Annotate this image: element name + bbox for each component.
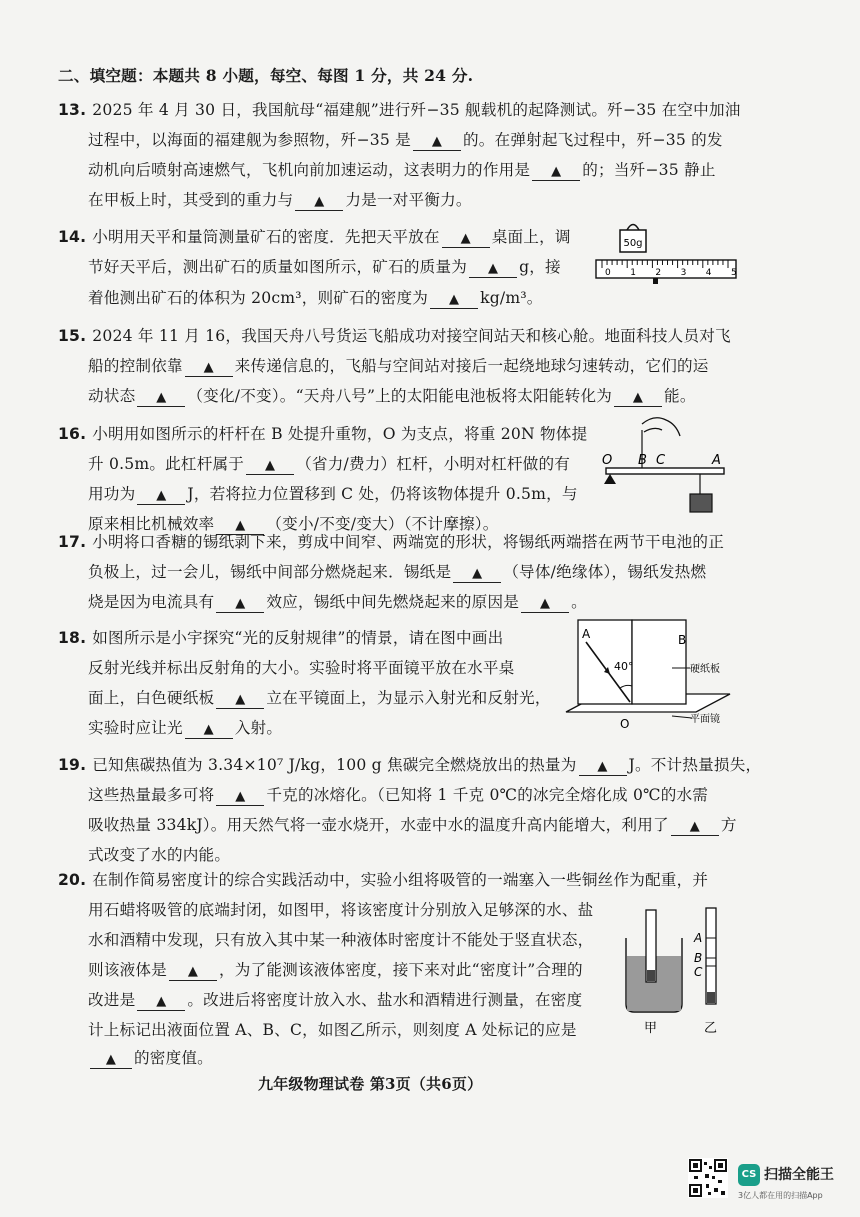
copper-weight	[647, 970, 655, 981]
hand-sketch	[642, 418, 680, 436]
page-footer: 九年级物理试卷 第3页（共6页）	[258, 1075, 483, 1093]
answer-blank[interactable]: ▲	[295, 194, 343, 211]
copper-weight-yi	[707, 992, 715, 1003]
q20-line4: 则该液体是 ▲ ，为了能测该液体密度，接下来对此“密度计”合理的	[88, 961, 583, 979]
q20-line6: 计上标记出液面位置 A、B、C，如图乙所示，则刻度 A 处标记的应是	[88, 1021, 577, 1039]
label-o: O	[620, 717, 630, 731]
answer-blank[interactable]: ▲	[246, 458, 294, 475]
answer-blank[interactable]: ▲	[216, 692, 264, 709]
answer-blank[interactable]: ▲	[442, 231, 490, 248]
answer-blank[interactable]: ▲	[469, 261, 517, 278]
q16-line1: 16. 小明用如图所示的杆杆在 B 处提升重物，O 为支点，将重 20N 物体提	[58, 425, 588, 443]
q20-line7: ▲ 的密度值。	[88, 1048, 213, 1069]
q20-line5: 改进是 ▲ 。改进后将密度计放入水、盐水和酒精进行测量，在密度	[88, 991, 583, 1009]
q15-line1: 15. 2024 年 11 月 16，我国天舟八号货运飞船成功对接空间站天和核心舱。地面科技人员对飞	[58, 327, 731, 345]
q13-number: 13.	[58, 101, 87, 119]
q19-line2: 这些热量最多可将 ▲ 千克的冰熔化。（已知将 1 千克 0℃的冰完全熔化成 0℃的水需	[88, 786, 709, 804]
q13-line2: 过程中，以海面的福建舰为参照物，歼−35 是 ▲ 的。在弹射起飞过程中，歼−35 的发	[88, 131, 723, 149]
answer-blank[interactable]: ▲	[671, 819, 719, 836]
answer-blank[interactable]: ▲	[185, 722, 233, 739]
answer-blank[interactable]: ▲	[521, 596, 569, 613]
q18-line1: 18. 如图所示是小宇探究“光的反射规律”的情景，请在图中画出	[58, 629, 504, 647]
q18-line4: 实验时应让光 ▲ 入射。	[88, 719, 283, 737]
q16-number: 16.	[58, 425, 87, 443]
answer-blank[interactable]: ▲	[216, 789, 264, 806]
scale-tick-label: 4	[705, 268, 712, 278]
answer-blank[interactable]: ▲	[579, 759, 627, 776]
label-yi: 乙	[704, 1021, 718, 1036]
scale-tick-label: 3	[680, 268, 687, 278]
weight-object	[690, 494, 712, 512]
q14-line1: 14. 小明用天平和量筒测量矿石的密度．先把天平放在 ▲ 桌面上，调	[58, 228, 571, 246]
angle-label: 40°	[614, 660, 634, 673]
answer-blank[interactable]: ▲	[216, 518, 264, 535]
q18-line3: 面上，白色硬纸板 ▲ 立在平镜面上，为显示入射光和反射光，	[88, 689, 551, 707]
lever-figure	[600, 410, 732, 522]
q16-line3: 用功为 ▲ J，若将拉力位置移到 C 处，仍将该物体提升 0.5m，与	[88, 485, 578, 503]
label-b: B	[638, 453, 647, 468]
q19-line1: 19. 已知焦碳热值为 3.34×10⁷ J/kg，100 g 焦碳完全燃烧放出的热量为 ▲ J。不计热量损失，	[58, 756, 762, 774]
answer-blank[interactable]: ▲	[614, 390, 662, 407]
hydrometer-figure	[616, 900, 728, 1040]
q17-line1: 17. 小明将口香糖的锡纸剥下来，剪成中间窄、两端宽的形状，将锡纸两端搭在两节干电池的正	[58, 533, 724, 551]
answer-blank[interactable]: ▲	[430, 292, 478, 309]
q15-line3: 动状态 ▲ （变化/不变）。“天舟八号”上的太阳能电池板将太阳能转化为 ▲ 能。	[88, 387, 696, 405]
label-o: O	[602, 453, 613, 468]
scanner-tagline: 3亿人都在用的扫描App	[738, 1191, 823, 1200]
q18-line2: 反射光线并标出反射角的大小。实验时将平面镜平放在水平桌	[88, 659, 515, 677]
label-a: A	[694, 931, 703, 945]
weight-label: 50g	[623, 238, 643, 249]
answer-blank[interactable]: ▲	[90, 1052, 132, 1069]
answer-blank[interactable]: ▲	[169, 964, 217, 981]
q19-line3: 吸收热量 334kJ）。用天然气将一壶水烧开，水壶中水的温度升高内能增大，利用了 ▲ 方	[88, 816, 737, 834]
q20-number: 20.	[58, 871, 87, 889]
answer-blank[interactable]: ▲	[137, 488, 185, 505]
q17-line2: 负极上，过一会儿，锡纸中间部分燃烧起来．锡纸是 ▲ （导体/绝缘体），锡纸发热燃	[88, 563, 707, 581]
answer-blank[interactable]: ▲	[185, 360, 233, 377]
q13-line4: 在甲板上时，其受到的重力与 ▲ 力是一对平衡力。	[88, 191, 472, 209]
board-label: 硬纸板	[690, 664, 720, 675]
q13-line1: 13. 2025 年 4 月 30 日，我国航母“福建舰”进行歼−35 舰载机的起降测试。歼−35 在空中加油	[58, 101, 741, 119]
rider	[653, 278, 658, 284]
q17-number: 17.	[58, 533, 87, 551]
straw-yi	[706, 908, 716, 1004]
cs-logo: CS	[738, 1164, 760, 1186]
lever-bar	[606, 468, 724, 474]
qr-code	[688, 1158, 728, 1202]
q14-number: 14.	[58, 228, 87, 246]
section-title: 二、填空题：本题共 8 小题，每空、每图 1 分，共 24 分.	[58, 66, 474, 85]
label-b: B	[678, 633, 687, 647]
answer-blank[interactable]: ▲	[532, 164, 580, 181]
q20-line2: 用石蜡将吸管的底端封闭，如图甲，将该密度计分别放入足够深的水、盐	[88, 901, 594, 919]
balance-figure	[592, 216, 740, 288]
q20-line1: 20. 在制作简易密度计的综合实践活动中，实验小组将吸管的一端塞入一些铜丝作为配重，并	[58, 871, 709, 889]
mirror-leader	[672, 716, 692, 718]
reflection-figure	[560, 612, 740, 738]
fulcrum	[604, 474, 616, 484]
q19-number: 19.	[58, 756, 87, 774]
label-c: C	[656, 453, 666, 468]
q16-line2: 升 0.5m。此杠杆属于 ▲ （省力/费力）杠杆，小明对杠杆做的有	[88, 455, 571, 473]
scale-tick-label: 1	[630, 268, 636, 278]
q18-number: 18.	[58, 629, 87, 647]
scanner-app-name: 扫描全能王	[764, 1167, 834, 1183]
label-c: C	[694, 965, 703, 979]
label-a: A	[712, 453, 721, 468]
scale-tick-label: 0	[605, 268, 611, 278]
scale-tick-label: 2	[655, 268, 662, 278]
mirror-label: 平面镜	[690, 714, 720, 725]
answer-blank[interactable]: ▲	[216, 596, 264, 613]
q13-line3: 动机向后喷射高速燃气，飞机向前加速运动，这表明力的作用是 ▲ 的；当歼−35 静止	[88, 161, 716, 179]
answer-blank[interactable]: ▲	[413, 134, 461, 151]
scale-tick-label: 5	[731, 268, 737, 278]
answer-blank[interactable]: ▲	[453, 566, 501, 583]
q19-line4: 式改变了水的内能。	[88, 846, 231, 864]
q17-line3: 烧是因为电流具有 ▲ 效应，锡纸中间先燃烧起来的原因是 ▲ 。	[88, 593, 587, 611]
q15-line2: 船的控制依靠 ▲ 来传递信息的，飞船与空间站对接后一起绕地球匀速转动，它们的运	[88, 357, 709, 375]
q20-line3: 水和酒精中发现，只有放入其中某一种液体时密度计不能处于竖直状态，	[88, 931, 594, 949]
answer-blank[interactable]: ▲	[137, 390, 185, 407]
label-b: B	[694, 951, 703, 965]
label-jia: 甲	[644, 1021, 658, 1036]
q15-number: 15.	[58, 327, 87, 345]
q16-line4: 原来相比机械效率 ▲ （变小/不变/变大）（不计摩擦）。	[88, 515, 499, 533]
q14-line3: 着他测出矿石的体积为 20cm³，则矿石的密度为 ▲ kg/m³。	[88, 289, 543, 307]
q14-line2: 节好天平后，测出矿石的质量如图所示，矿石的质量为 ▲ g，接	[88, 258, 561, 276]
label-a: A	[582, 627, 591, 641]
answer-blank[interactable]: ▲	[137, 994, 185, 1011]
